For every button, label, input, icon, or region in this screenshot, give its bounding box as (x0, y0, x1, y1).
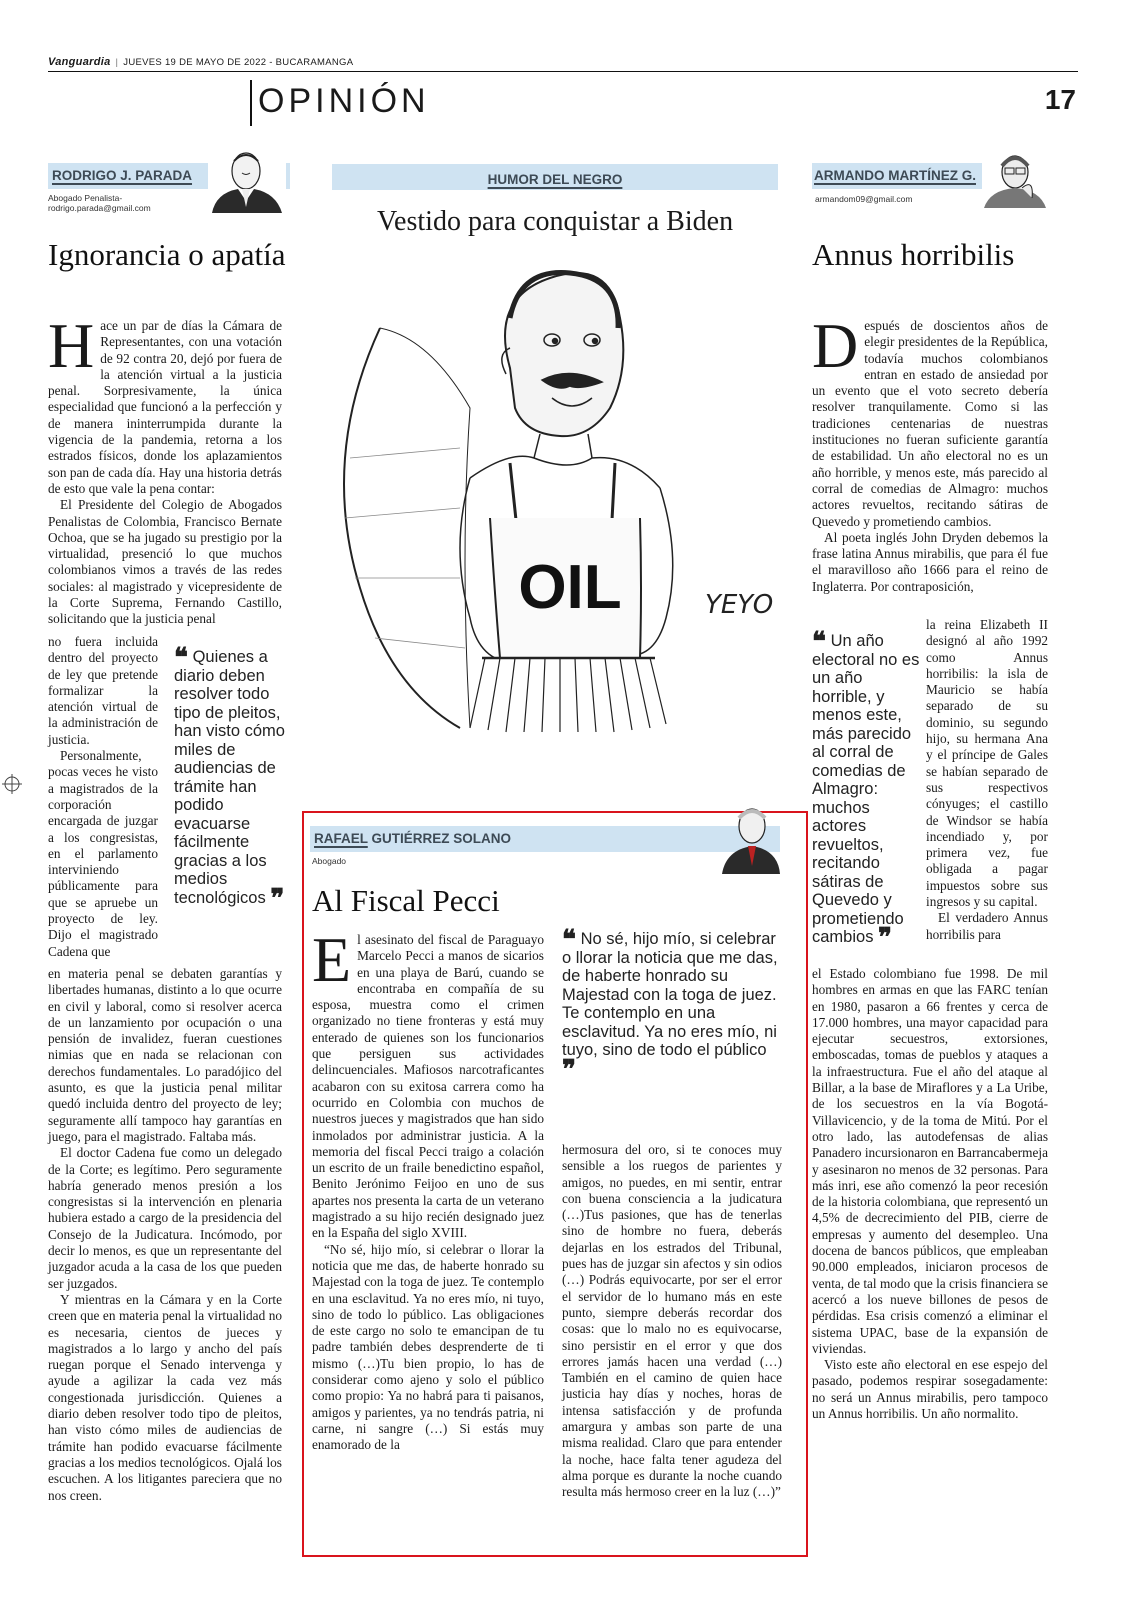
paragraph: El verdadero Annus horribilis para (926, 910, 1048, 942)
pull-quote-bottom (562, 925, 780, 1085)
paragraph: l asesinato del fiscal de Paraguayo Marcelo Pecci a manos de sicarios en una playa de Barú, cuando se encontraba en compañía de su esposa, muestra como el crimen organizado no tiene fronteras y está muy enterado de quienes son los funcionarios que persiguen sus actividades delincuenciales. Mafiosos narcotraficantes acabaron con su exitosa carrera como ha ocurrido en Colombia con muchos de nuestros jueces y magistrados que han sido inmolados por administrar justicia. A la memoria del fiscal Pecci traigo a colación un escrito de un fraile benedictino español, Benito Jerónimo Feijoo en uno de sus apartes nos presenta la carta de un veterano magistrado a su hijo recién designado juez en la España del siglo XVIII. (312, 932, 544, 1241)
paragraph: El doctor Cadena fue como un delegado de la Corte; es legítimo. Pero seguramente habría generado menos presión a los congresistas si la intervención en plenaria hubiera estado a cargo de la presidencia del Consejo de la Judicatura. Incómodo, por decir lo menos, es que un representante del juzgador acuda a la casa de los que pueden ser juzgados. (48, 1145, 282, 1291)
paragraph: espués de doscientos años de elegir presidentes de la República, todavía muchos colombianos entran en estado de ansiedad por un evento que el voto secreto debería resolver tranquilamente. Como si las tradiciones centenarias de nuestras instituciones no fueran suficiente garantía de estabilidad. Un año electoral no es un año horrible, y menos este, más parecido al corral de comedias de Almagro: muchos actores revueltos, recitando sátiras de Quevedo y prometiendo cambios. (812, 318, 1048, 529)
section-title: OPINIÓN (258, 82, 430, 120)
quote-open-icon: ❝ (562, 925, 576, 955)
paragraph: ace un par de días la Cámara de Representantes, con una votación de 92 contra 20, dejó por fuera de la atención virtual a la justicia penal. Sorpresivamente, la única especialidad que funcionó a la perfección y de manera ininterrumpida durante la vigencia de la pandemia, retorna a los estrados físicos, donde los aplazamientos son pan de cada día. Hay una historia detrás de esto que vale la pena contar: (48, 318, 282, 496)
cartoon-title: Vestido para conquistar a Biden (376, 206, 734, 237)
registration-mark-icon (2, 774, 22, 794)
pull-quote-text: Quienes a diario deben resolver todo tipo de pleitos, han visto cómo miles de audiencias de trámite han podido evacuarse fácilmente gracias a los medios tecnológicos (174, 648, 285, 907)
quote-close-icon: ❞ (562, 1054, 576, 1085)
paragraph: Al poeta inglés John Dryden debemos la frase latina Annus mirabilis, que para él fue el maravilloso año 1666 para el reino de Inglaterra. Por contraposición, (812, 529, 1048, 594)
page-number: 17 (1044, 84, 1076, 115)
article-bottom-left (312, 924, 544, 1454)
article-left-bottom (48, 966, 282, 1504)
paragraph: “No sé, hijo mío, si celebrar o llorar la noticia que me das, de haberte honrado su Majestad con la toga de juez. Te contemplo en una esclavitud. Ya no eres mío, ni tuyo, sino de todo lo público. Las obligaciones de este cargo no solo te emancipan de tu padre también debes desprenderte de ti mismo (…)Tu bien propio, lo has de considerar como ajeno y solo el público como propio: Ya no habrá para ti paisanos, amigos y parientes, ya no tendrás patria, ni carne, ni sangre (…) Si estás muy enamorado de la (312, 1241, 544, 1453)
author-info: Abogado Penalista- rodrigo.parada@gmail.com (48, 193, 151, 213)
author-info: Abogado (312, 856, 347, 866)
section-divider (250, 80, 252, 126)
headline-right: Annus horribilis (812, 237, 1015, 272)
dropcap: D (812, 310, 859, 381)
masthead: Vanguardia | JUEVES 19 DE MAYO DE 2022 - BUCARAMANGA (48, 56, 354, 68)
paragraph: hermosura del oro, si te conoces muy sensible a los ruegos de parientes y amigos, no puedes, en mi sentir, entrar con buena consciencia a la judicatura (…)Tus pasiones, que has de tenerlas sino de hombre no fuera, deberás dejarlas en los estrados del Tribunal, pues has de juzgar sin afectos y sin odios (…) Podrás equivocarte, por ser el error el servidor de lo humano más en este punto, siempre deberás recordar dos cosas: que lo malo no es equivocarse, sino persistir en el error y que dos errores jamás hacen una verdad (…) También en el camino de quien hace justicia hay días y noches, horas de intensa satisfacción y de profunda amargura y ambas son parte de una misma realidad. Claro que para entender la noche, hace falta tener agudeza del alma porque es durante la noche cuando resulta más hermoso creer en la luz (…)” (562, 1142, 782, 1500)
author-name: RODRIGO J. PARADA (52, 168, 193, 183)
headline-left: Ignorancia o apatía (48, 237, 286, 272)
pull-quote-text: Un año electoral no es un año horrible, y menos este, más parecido al corral de comedias de Almagro: muchos actores revueltos, recitando sátiras de Quevedo y prometiendo cambios (812, 632, 920, 946)
article-left-narrow (48, 634, 158, 960)
author-last-name: GUTIÉRREZ SOLANO (371, 831, 512, 846)
quote-open-icon: ❝ (812, 627, 826, 657)
quote-close-icon: ❞ (270, 883, 285, 914)
paragraph: Personalmente, pocas veces he visto a magistrados de la corporación encargada de juzgar a los congresistas, en el parlamento interviniendo públicamente para que se apruebe un proyecto de ley. Dijo el magistrado Cadena que (48, 748, 158, 959)
paragraph: Visto este año electoral en ese espejo del pasado, podemos respirar sosegadamente: no será un Annus mirabilis, pero tampoco un Annus horribilis. Un año normalito. (812, 1357, 1048, 1422)
paragraph: no fuera incluida dentro del proyecto de ley que pretende formalizar la atención virtual de la administración de justicia. (48, 634, 158, 747)
cartoon-oil-label: OIL (518, 553, 622, 622)
author-portrait (982, 148, 1048, 208)
author-bar-bottom (310, 826, 780, 852)
pull-quote-text: No sé, hijo mío, si celebrar o llorar la noticia que me das, de haberte honrado su Majestad con la toga de juez. Te contemplo en una esclavitud. Ya no eres mío, ni tuyo, sino de todo el público (562, 930, 778, 1059)
article-right-bottom (812, 966, 1048, 1422)
cartoonist-signature: YEYO (705, 590, 774, 620)
quote-open-icon: ❝ (174, 643, 188, 673)
paragraph: en materia penal se debaten garantías y libertades humanas, distinto a lo que ocurre en civil y laboral, como si resolver acerca de un lanzamiento por ocupación o una pensión de invalidez, fueran cuestiones nimias que en nada se relacionan con derechos fundamentales. Lo paradójico del asunto, es que la justicia penal militar quedó incluida dentro del proyecto de ley; seguramente allí tampoco hay garantías en juego, para el magistrado. Faltaba más. (48, 966, 282, 1144)
author-portrait (720, 800, 782, 874)
author-info: armandom09@gmail.com (815, 194, 913, 204)
dropcap: E (312, 924, 352, 995)
paragraph: el Estado colombiano fue 1998. De mil hombres en armas en que las FARC tenían en 1980, pasaron a 66 frentes y cerca de 17.000 hombres, una mayor capacidad para ejecutar secuestros, extorsiones, emboscadas, tomas de pueblos y ataques a la infraestructura. Fue el año del ataque al Billar, a la base de Miraflores y a La Uribe, de los secuestros en la vía Bogotá-Villavicencio, y de la toma de Mitú. Por el otro lado, las autodefensas de alias Panadero incursionaron en Barrancabermeja y asesinaron no menos de 32 personas. Para más inri, ese año comenzó la peor recesión de la historia colombiana, que representó un 4,5% de decrecimiento del PIB, cierre de empresas y aumento del desempleo. Una docena de bancos públicos, que empleaban 90.000 empleados, iniciaron procesos de venta, de tal modo que la crisis financiera se acercó a los nueve billones de pesos de pérdidas. Esa crisis comenzó a eliminar el sistema UPAC, base de la expansión de viviendas. (812, 966, 1048, 1356)
article-bottom-right (562, 1142, 782, 1501)
pull-quote-left (174, 643, 286, 914)
date-line: JUEVES 19 DE MAYO DE 2022 - BUCARAMANGA (123, 57, 354, 68)
paragraph: El Presidente del Colegio de Abogados Penalistas de Colombia, Francisco Bernate Ochoa, que se ha jugado su prestigio por la virtualidad, presenció lo que muchos colombianos vimos a través de las redes sociales: al magistrado y vicepresidente de la Corte Suprema, Fernando Castillo, solicitando que la justicia penal (48, 497, 282, 627)
dropcap: H (48, 310, 95, 381)
section-bar-humor (332, 164, 778, 190)
article-left-top (48, 310, 282, 628)
pull-quote-right (812, 627, 922, 953)
article-right-top (812, 310, 1048, 595)
author-first-name: RAFAEL (314, 831, 368, 846)
author-portrait (208, 145, 286, 213)
quote-close-icon: ❞ (878, 923, 893, 953)
section-label: HUMOR DEL NEGRO (487, 172, 623, 187)
headline-bottom: Al Fiscal Pecci (312, 883, 500, 918)
editorial-cartoon (320, 258, 774, 736)
paragraph: la reina Elizabeth II designó al año 1992 como Annus horribilis: la isla de Mauricio se había separado de su dominio, su segundo hijo, su hermana Ana y el príncipe de Gales se habían separado de sus respectivos cónyuges; el castillo de Windsor se había incendiado y, por primera vez, fue obligada a pagar impuestos sobre sus ingresos y su capital. (926, 617, 1048, 910)
article-right-narrow (926, 617, 1048, 943)
masthead-rule (48, 71, 1078, 72)
brand-logo: Vanguardia (48, 56, 111, 68)
author-name: ARMANDO MARTÍNEZ G. (814, 168, 976, 183)
paragraph: Y mientras en la Cámara y en la Corte creen que en materia penal la virtualidad no es necesaria, cientos de jueces y magistrados a lo largo y ancho del país ruegan porque el Senado intervenga y ayude a agilizar la cada vez más congestionada jurisdicción. Quienes a diario deben resolver todo tipo de pleitos, han visto cómo miles de audiencias de trámite han podido evacuarse fácilmente gracias a los medios tecnológicos. Ojalá los escuchen. A los litigantes pareciera que no nos creen. (48, 1291, 282, 1503)
